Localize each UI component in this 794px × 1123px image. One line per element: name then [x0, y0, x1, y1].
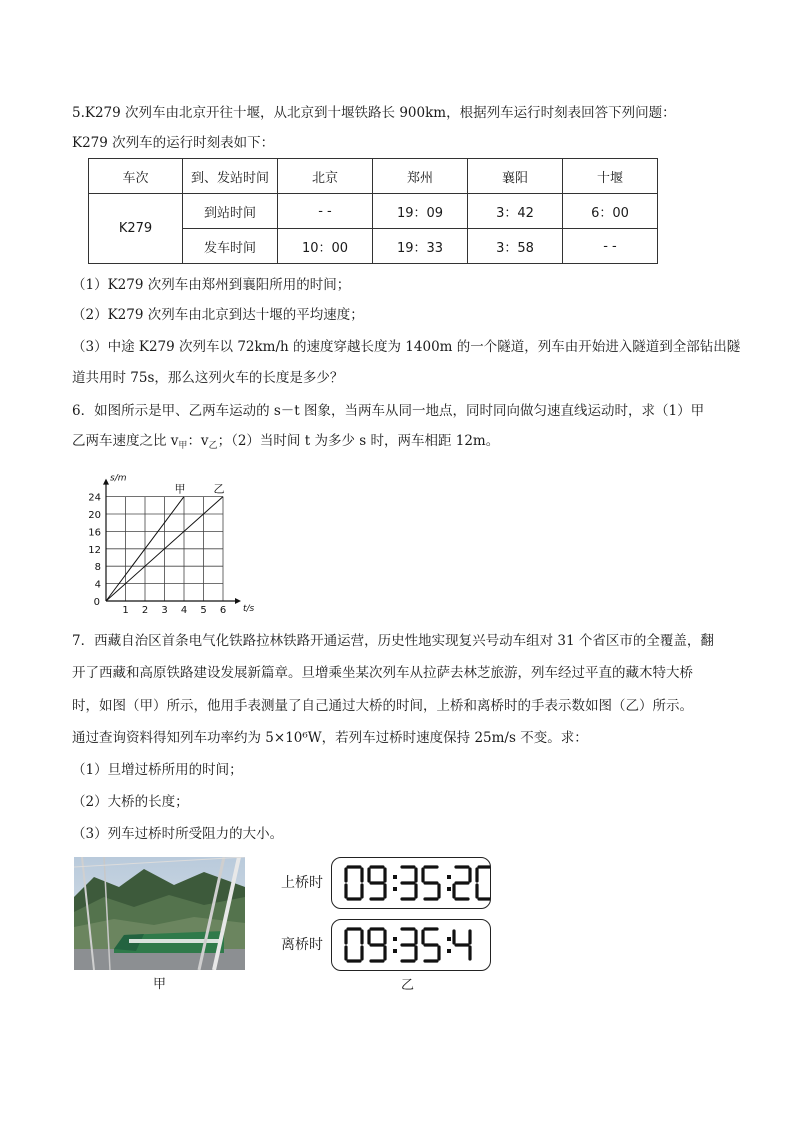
q7-line-4: 通过查询资料得知列车功率约为 5×10⁶W，若列车过桥时速度保持 25m/s 不变。求：	[72, 730, 588, 746]
table-cell: - -	[278, 194, 373, 229]
series-label-1: 甲	[174, 482, 186, 496]
row-label-cell: 到站时间	[183, 194, 278, 229]
table-row	[89, 194, 658, 229]
q6-text: ；（2）当时间 t 为多少 s 时，两车相距 12m。	[217, 433, 500, 449]
timetable	[88, 158, 658, 264]
q7-sub-3: （3）列车过桥时所受阻力的大小。	[72, 826, 284, 842]
train-number-cell: K279	[89, 194, 183, 264]
q7-line-1: 7．西藏自治区首条电气化铁路拉林铁路开通运营，历史性地实现复兴号动车组对 31 个省区市的全覆盖，翻	[72, 633, 714, 649]
q6-text: ：v	[187, 433, 209, 449]
y-tick-label: 20	[88, 510, 101, 521]
x-tick-label: 3	[161, 605, 168, 616]
q5-sub-3a: （3）中途 K279 次列车以 72km/h 的速度穿越长度为 1400m 的一个隧道，列车由开始进入隧道到全部钻出隧	[72, 339, 741, 355]
q5-line-2: K279 次列车的运行时刻表如下：	[72, 135, 275, 151]
table-header-cell: 襄阳	[468, 159, 563, 194]
table-header-cell: 到、发站时间	[183, 159, 278, 194]
clock-colon-dot	[447, 875, 451, 879]
y-axis-arrow	[103, 479, 109, 485]
train-bridge-photo	[74, 857, 245, 970]
y-axis-label: s/m	[110, 473, 127, 484]
q6-line-2	[72, 432, 499, 452]
table-header-cell: 北京	[278, 159, 373, 194]
q5-sub-1: （1）K279 次列车由郑州到襄阳所用的时间；	[72, 277, 351, 293]
photo-caption: 甲	[153, 977, 167, 992]
on-bridge-label: 上桥时	[281, 875, 323, 891]
q5-sub-3b: 道共用时 75s，那么这列火车的长度是多少？	[72, 370, 344, 386]
series-label-2: 乙	[213, 482, 225, 496]
table-header-row	[89, 159, 658, 194]
watch-on-bridge	[331, 857, 491, 909]
q6-line-1: 6．如图所示是甲、乙两车运动的 s－t 图象，当两车从同一地点，同时同向做匀速直线运动时，求（1）甲	[72, 403, 705, 419]
x-tick-label: 2	[141, 605, 149, 616]
origin-label: 0	[93, 597, 100, 608]
q5-line-1: 5.K279 次列车由北京开往十堰，从北京到十堰铁路长 900km，根据列车运行时刻表回答下列问题：	[72, 105, 676, 121]
y-tick-label: 24	[88, 492, 101, 504]
subscript-jia: 甲	[178, 441, 188, 451]
table-header-cell: 郑州	[373, 159, 468, 194]
clock-colon-dot	[393, 875, 397, 879]
clock-colon-dot	[393, 937, 397, 941]
x-axis-arrow	[235, 598, 241, 604]
digital-time-display	[332, 920, 490, 970]
table-cell: 19：33	[373, 229, 468, 264]
table-cell: 19：09	[373, 194, 468, 229]
q5-sub-2: （2）K279 次列车由北京到达十堰的平均速度；	[72, 307, 364, 323]
table-header-cell: 车次	[89, 159, 183, 194]
q7-sub-2: （2）大桥的长度；	[72, 794, 189, 810]
table-cell: 3：42	[468, 194, 563, 229]
subscript-yi: 乙	[208, 441, 218, 451]
x-tick-label: 6	[219, 605, 227, 616]
q7-line-3: 时，如图（甲）所示，他用手表测量了自己通过大桥的时间，上桥和离桥时的手表示数如图（乙）所示。	[72, 698, 693, 714]
q7-sub-1: （1）旦增过桥所用的时间；	[72, 762, 243, 778]
off-bridge-label: 离桥时	[281, 937, 323, 953]
y-tick-label: 16	[88, 527, 101, 539]
y-tick-label: 8	[94, 562, 101, 574]
table-cell: - -	[563, 229, 658, 264]
table-cell: 10：00	[278, 229, 373, 264]
clock-colon-dot	[393, 949, 397, 953]
clock-colon-dot	[393, 887, 397, 891]
clock-caption: 乙	[401, 978, 415, 993]
x-tick-label: 1	[122, 605, 129, 616]
chart-plot	[88, 474, 254, 616]
x-tick-label: 4	[180, 605, 188, 616]
clock-colon-dot	[447, 937, 451, 941]
watch-off-bridge	[331, 919, 491, 971]
table-header-cell: 十堰	[563, 159, 658, 194]
q7-line-2: 开了西藏和高原铁路建设发展新篇章。旦增乘坐某次列车从拉萨去林芝旅游，列车经过平直的藏木特大桥	[72, 665, 693, 681]
y-tick-label: 4	[94, 579, 101, 591]
table-cell: 6：00	[563, 194, 658, 229]
q6-text: 乙两车速度之比 v	[72, 433, 179, 449]
x-tick-label: 5	[200, 605, 207, 616]
x-axis-label: t/s	[243, 604, 255, 614]
digital-time-display	[332, 858, 490, 908]
clock-colon-dot	[447, 949, 451, 953]
s-t-chart	[84, 472, 274, 620]
row-label-cell: 发车时间	[183, 229, 278, 264]
y-tick-label: 12	[88, 544, 101, 556]
table-cell: 3：58	[468, 229, 563, 264]
clock-colon-dot	[447, 887, 451, 891]
